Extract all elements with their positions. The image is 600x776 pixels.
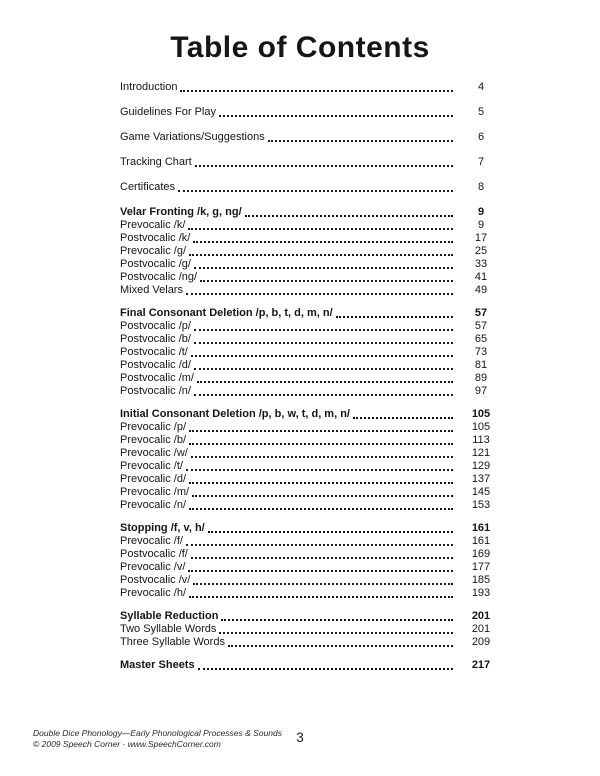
toc-section (120, 206, 504, 297)
dot-leader (188, 561, 453, 572)
dot-leader (189, 499, 453, 510)
toc-entry-page: 73 (474, 346, 488, 358)
toc-entry-heading (120, 307, 504, 320)
dot-leader (194, 333, 453, 344)
toc-entry-page: 105 (471, 408, 491, 420)
toc-entry-page: 57 (474, 320, 488, 332)
toc-entry-label: Prevocalic /k/ (120, 219, 186, 231)
toc-entry-label: Postvocalic /b/ (120, 333, 191, 345)
toc-entry-sub (120, 320, 504, 333)
toc-entry-front (120, 181, 504, 194)
toc-entry-label: Postvocalic /t/ (120, 346, 188, 358)
dot-leader (192, 486, 453, 497)
toc-entry-page: 17 (474, 232, 488, 244)
toc-entry-label: Prevocalic /v/ (120, 561, 186, 573)
toc-entry-sub (120, 473, 504, 486)
toc-entry-label: Postvocalic /g/ (120, 258, 191, 270)
toc-entry-sub (120, 245, 504, 258)
toc-entry-label: Final Consonant Deletion /p, b, t, d, m, n/ (120, 307, 333, 319)
toc-entry-label: Guidelines For Play (120, 106, 216, 118)
toc-entry-page: 121 (471, 447, 491, 459)
dot-leader (178, 181, 453, 192)
toc-entry-sub (120, 561, 504, 574)
toc-entry-label: Prevocalic /n/ (120, 499, 187, 511)
toc-section (120, 610, 504, 649)
toc-entry-page: 161 (471, 522, 491, 534)
toc-entry-front (120, 156, 504, 169)
toc-entry-page: 145 (471, 486, 491, 498)
toc-entry-label: Tracking Chart (120, 156, 192, 168)
toc-entry-page: 57 (474, 307, 488, 319)
toc-entry-page: 201 (471, 610, 491, 622)
dot-leader (191, 447, 453, 458)
toc-entry-page: 8 (477, 181, 485, 193)
toc-entry-label: Prevocalic /p/ (120, 421, 187, 433)
toc-entry-label: Prevocalic /f/ (120, 535, 183, 547)
dot-leader (189, 434, 453, 445)
toc-entry-sub (120, 587, 504, 600)
toc-entry-page: 161 (471, 535, 491, 547)
toc-section (120, 522, 504, 600)
dot-leader (353, 408, 453, 419)
toc-entry-label: Postvocalic /n/ (120, 385, 191, 397)
toc-entry-sub (120, 447, 504, 460)
toc-entry-label: Prevocalic /t/ (120, 460, 183, 472)
toc-entry-heading (120, 610, 504, 623)
dot-leader (188, 219, 453, 230)
toc-entry-label: Postvocalic /v/ (120, 574, 191, 586)
toc-entry-page: 169 (471, 548, 491, 560)
dot-leader (268, 131, 453, 142)
dot-leader (189, 587, 453, 598)
dot-leader (189, 473, 453, 484)
toc-entry-front (120, 81, 504, 94)
dot-leader (191, 346, 453, 357)
toc-entry-label: Master Sheets (120, 659, 195, 671)
toc-entry-page: 97 (474, 385, 488, 397)
toc-entry-heading (120, 206, 504, 219)
dot-leader (198, 659, 453, 670)
dot-leader (336, 307, 453, 318)
toc-section (120, 659, 504, 672)
toc-entry-label: Prevocalic /w/ (120, 447, 188, 459)
dot-leader (228, 636, 453, 647)
toc-entry-page: 33 (474, 258, 488, 270)
toc-entry-sub (120, 219, 504, 232)
toc-entry-sub (120, 232, 504, 245)
dot-leader (186, 284, 453, 295)
dot-leader (194, 385, 453, 396)
toc-entry-sub (120, 258, 504, 271)
toc-entry-front (120, 106, 504, 119)
toc-entry-page: 177 (471, 561, 491, 573)
dot-leader (193, 574, 453, 585)
toc-section (120, 408, 504, 512)
toc-entry-page: 193 (471, 587, 491, 599)
toc-entry-sub (120, 460, 504, 473)
toc-entry-sub (120, 284, 504, 297)
toc-entry-page: 25 (474, 245, 488, 257)
toc-entry-front (120, 131, 504, 144)
dot-leader (194, 258, 453, 269)
toc-entry-label: Two Syllable Words (120, 623, 217, 635)
toc-entry-heading (120, 408, 504, 421)
footer-book-title: Double Dice Phonology—Early Phonological Processes & Sounds (33, 728, 283, 738)
toc-entry-sub (120, 385, 504, 398)
toc-entry-page: 113 (472, 434, 490, 446)
footer (33, 728, 282, 749)
dot-leader (186, 535, 453, 546)
dot-leader (200, 271, 453, 282)
footer-copyright: © 2009 Speech Corner · www.SpeechCorner.com (33, 738, 221, 749)
dot-leader (193, 232, 453, 243)
dot-leader (195, 156, 453, 167)
toc-entry-sub (120, 548, 504, 561)
toc-entry-label: Prevocalic /g/ (120, 245, 187, 257)
toc-entry-page: 81 (474, 359, 488, 371)
dot-leader (180, 81, 453, 92)
toc-entry-page: 4 (477, 81, 485, 93)
toc-entry-page: 153 (471, 499, 491, 511)
page-title: Table of Contents (170, 31, 430, 64)
toc-entry-page: 137 (471, 473, 491, 485)
toc-entry-label: Postvocalic /m/ (120, 372, 194, 384)
toc-entry-page: 201 (471, 623, 491, 635)
dot-leader (221, 610, 453, 621)
toc-entry-heading (120, 522, 504, 535)
dot-leader (189, 245, 453, 256)
toc-entry-page: 9 (477, 219, 485, 231)
toc-entry-page: 105 (471, 421, 491, 433)
toc-entry-label: Velar Fronting /k, g, ng/ (120, 206, 242, 218)
toc-entry-label: Postvocalic /f/ (120, 548, 188, 560)
dot-leader (186, 460, 453, 471)
toc-entry-page: 7 (477, 156, 485, 168)
toc-list (120, 81, 504, 672)
toc-entry-label: Certificates (120, 181, 176, 193)
toc-entry-sub (120, 333, 504, 346)
toc-entry-page: 129 (471, 460, 491, 472)
dot-leader (208, 522, 453, 533)
toc-entry-sub (120, 421, 504, 434)
toc-section (120, 307, 504, 398)
toc-entry-sub (120, 636, 504, 649)
dot-leader (245, 206, 453, 217)
toc-entry-label: Postvocalic /p/ (120, 320, 191, 332)
toc-entry-label: Syllable Reduction (120, 610, 219, 622)
toc-entry-label: Prevocalic /d/ (120, 473, 187, 485)
toc-entry-sub (120, 623, 504, 636)
toc-entry-label: Game Variations/Suggestions (120, 131, 265, 143)
toc-entry-label: Three Syllable Words (120, 636, 225, 648)
toc-entry-label: Prevocalic /b/ (120, 434, 187, 446)
toc-entry-label: Prevocalic /m/ (120, 486, 190, 498)
toc-entry-label: Initial Consonant Deletion /p, b, w, t, d, m, n/ (120, 408, 350, 420)
toc-entry-label: Postvocalic /ng/ (120, 271, 198, 283)
toc-entry-label: Postvocalic /k/ (120, 232, 191, 244)
dot-leader (191, 548, 453, 559)
toc-entry-sub (120, 486, 504, 499)
toc-entry-sub (120, 434, 504, 447)
page-number: 3 (296, 730, 304, 745)
toc-entry-sub (120, 535, 504, 548)
toc-entry-page: 209 (471, 636, 491, 648)
toc-entry-sub (120, 359, 504, 372)
dot-leader (219, 623, 453, 634)
dot-leader (197, 372, 453, 383)
toc-entry-sub (120, 499, 504, 512)
toc-entry-sub (120, 574, 504, 587)
toc-entry-sub (120, 346, 504, 359)
toc-entry-page: 217 (471, 659, 491, 671)
toc-entry-sub (120, 372, 504, 385)
toc-entry-label: Stopping /f, v, h/ (120, 522, 205, 534)
toc-entry-label: Mixed Velars (120, 284, 183, 296)
toc-entry-heading (120, 659, 504, 672)
toc-entry-page: 185 (471, 574, 491, 586)
toc-entry-page: 65 (474, 333, 488, 345)
toc-entry-sub (120, 271, 504, 284)
toc-entry-page: 89 (474, 372, 488, 384)
toc-entry-page: 49 (474, 284, 488, 296)
toc-entry-label: Postvocalic /d/ (120, 359, 191, 371)
toc-entry-page: 9 (477, 206, 485, 218)
dot-leader (194, 320, 453, 331)
toc-entry-page: 6 (477, 131, 485, 143)
dot-leader (189, 421, 453, 432)
dot-leader (219, 106, 453, 117)
toc-entry-label: Introduction (120, 81, 178, 93)
toc-entry-label: Prevocalic /h/ (120, 587, 187, 599)
toc-entry-page: 41 (474, 271, 488, 283)
dot-leader (194, 359, 453, 370)
toc-entry-page: 5 (477, 106, 485, 118)
